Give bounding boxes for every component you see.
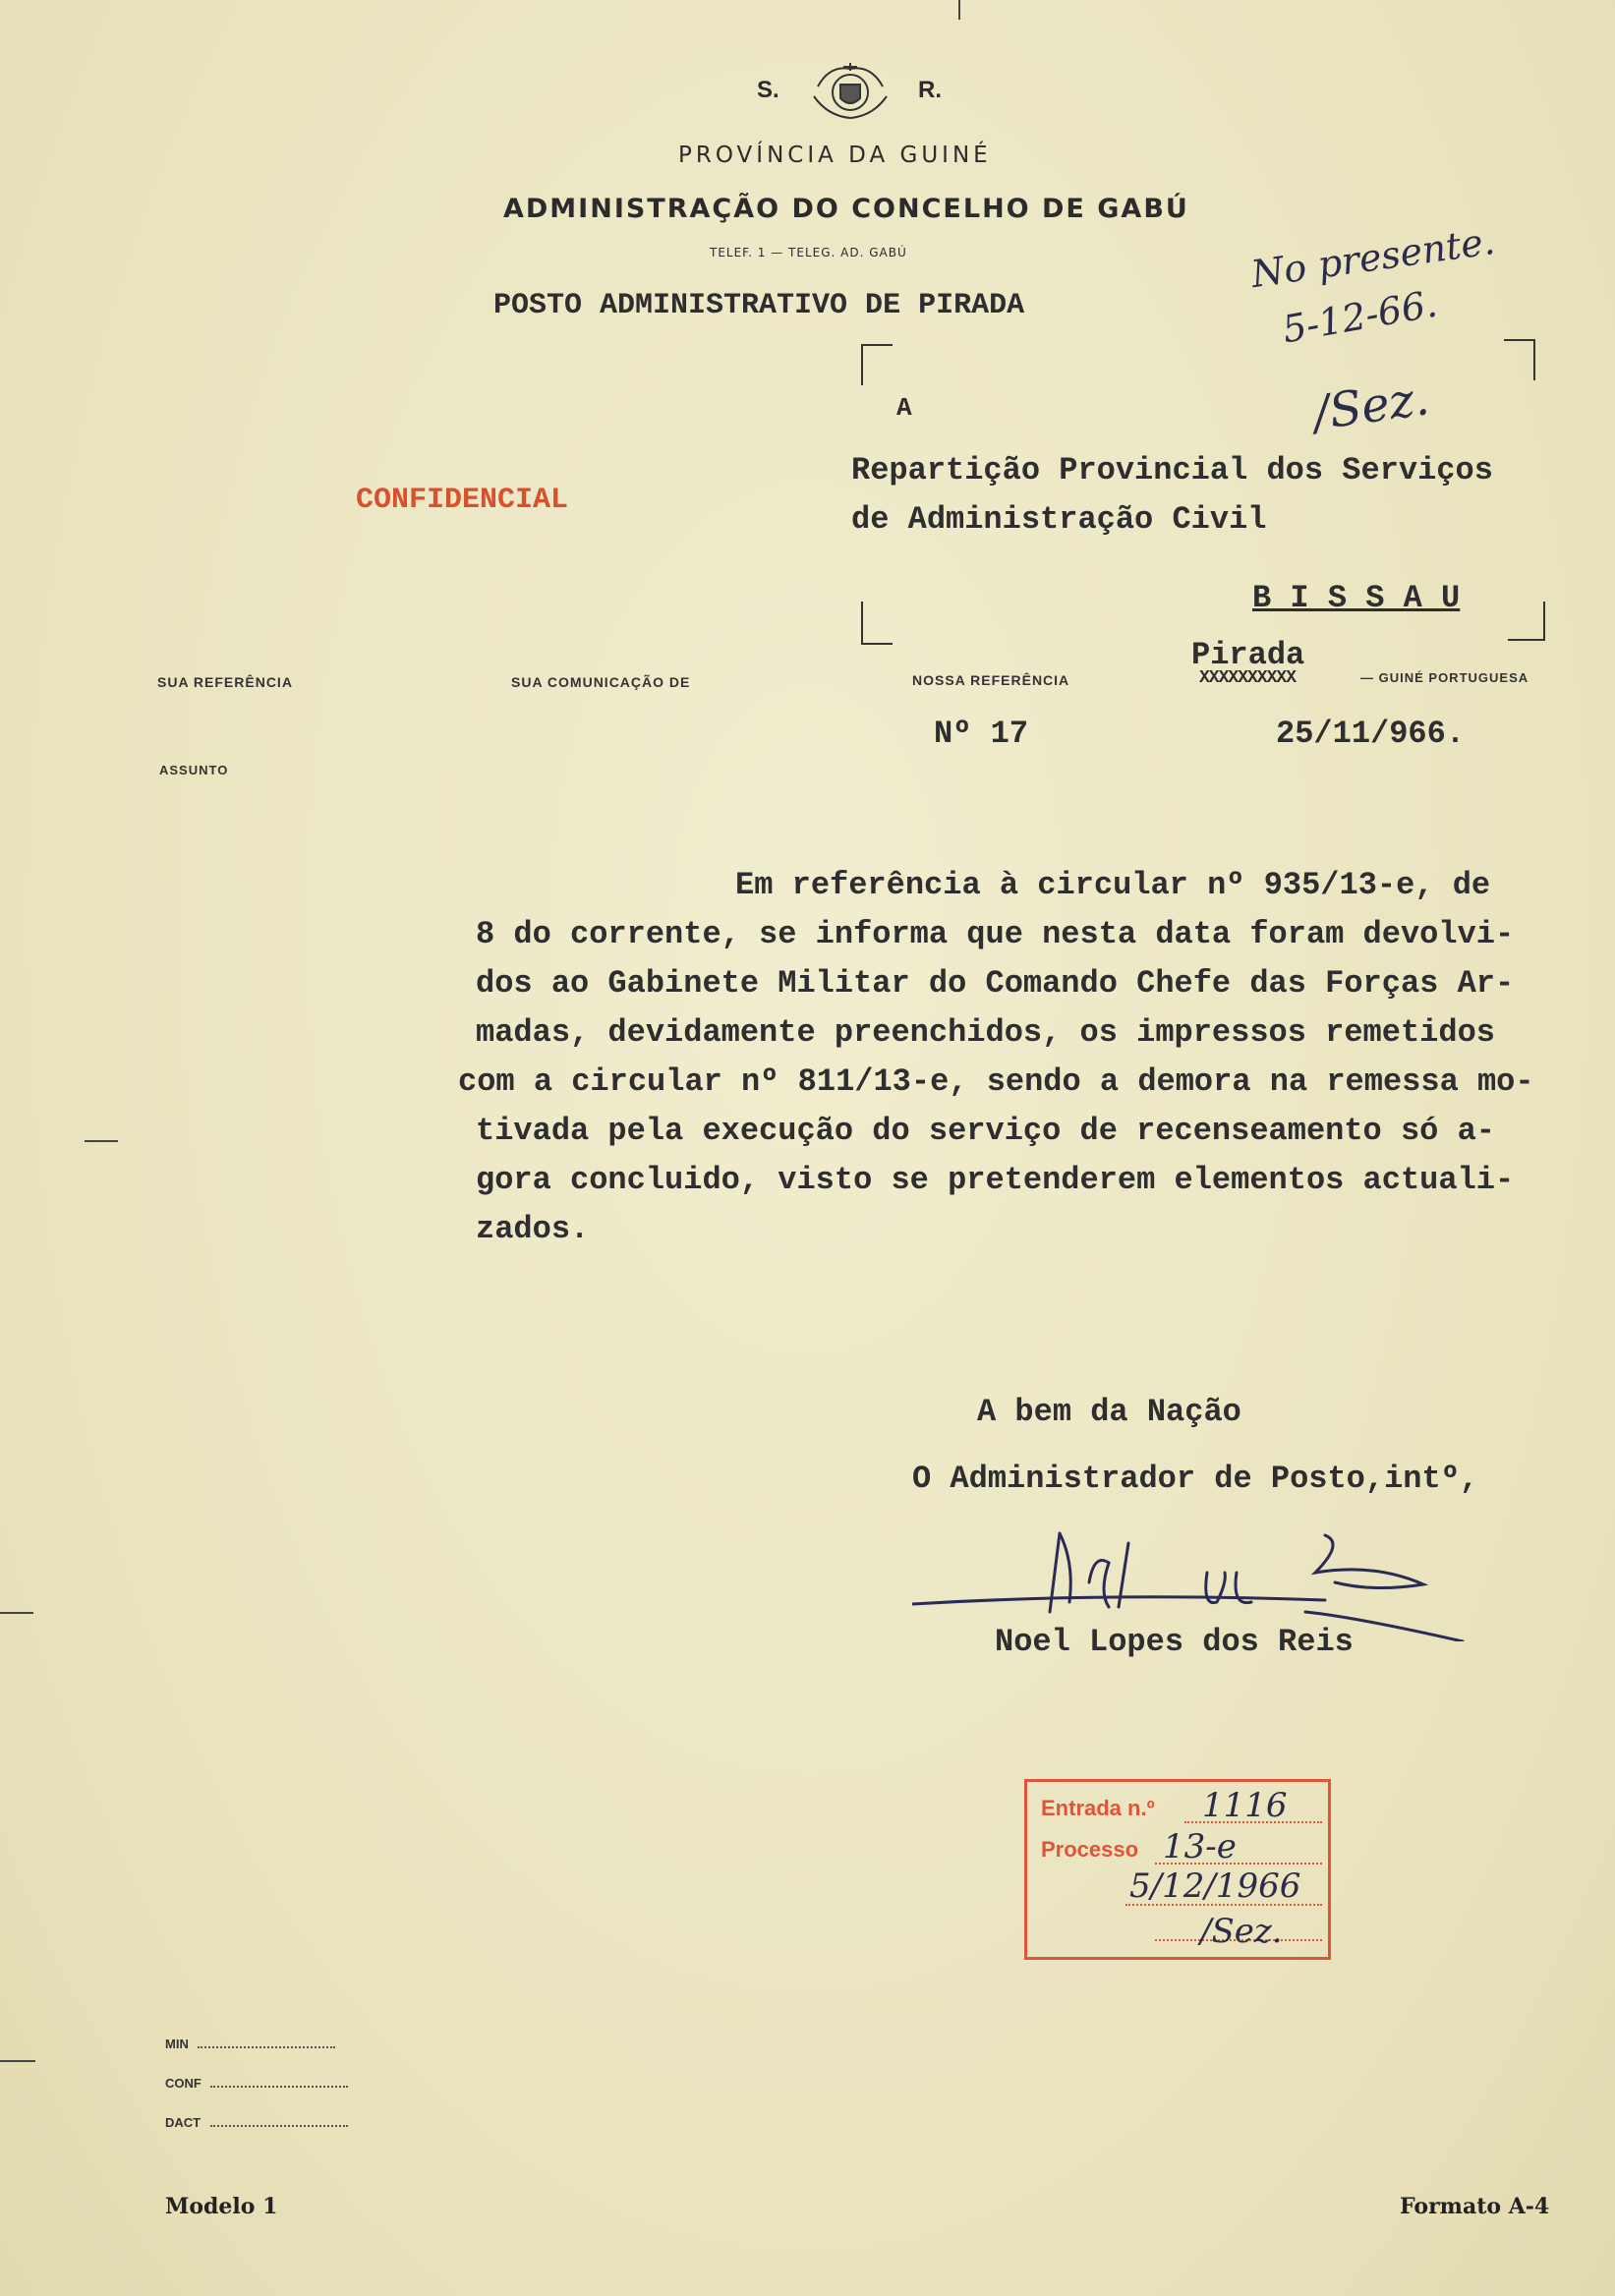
recipient-city: B I S S A U xyxy=(1252,580,1461,616)
stamp-date-value: 5/12/1966 xyxy=(1129,1866,1301,1906)
reference-number: Nº 17 xyxy=(934,716,1029,752)
body-line-2: 8 do corrente, se informa que nesta data foram devolvi- xyxy=(476,916,1515,952)
confidencial-stamp: CONFIDENCIAL xyxy=(356,484,569,517)
handwritten-note: No presente. xyxy=(1248,218,1498,297)
label-guine-portuguesa: — GUINÉ PORTUGUESA xyxy=(1360,670,1529,685)
letter-date: 25/11/966. xyxy=(1276,716,1466,752)
address-bracket-top-right xyxy=(1504,339,1535,380)
body-line-6: tivada pela execução do serviço de recenseamento só a- xyxy=(476,1113,1495,1149)
header-left-letter: S. xyxy=(757,77,779,103)
posto-title: POSTO ADMINISTRATIVO DE PIRADA xyxy=(493,289,1025,322)
margin-mark-1 xyxy=(85,1140,118,1142)
closing-salutation: A bem da Nação xyxy=(977,1394,1241,1430)
place-struck-out: XXXXXXXXXX xyxy=(1199,668,1297,688)
footer-min-label: MIN xyxy=(165,2037,189,2051)
handwritten-initials: /Sez. xyxy=(1309,371,1433,441)
stamp-processo-label: Processo xyxy=(1041,1837,1139,1862)
stamp-entrada-value: 1116 xyxy=(1202,1786,1288,1825)
stamp-processo-value: 13-e xyxy=(1163,1827,1237,1866)
footer-formato: Formato A-4 xyxy=(1400,2194,1550,2219)
footer-conf-label: CONF xyxy=(165,2076,202,2091)
label-sua-referencia: SUA REFERÊNCIA xyxy=(157,674,293,690)
stamp-initials: /Sez. xyxy=(1200,1912,1283,1951)
recipient-prefix: A xyxy=(896,393,912,423)
body-line-5: com a circular nº 811/13-e, sendo a demora na remessa mo- xyxy=(458,1063,1534,1100)
entrada-stamp xyxy=(1024,1779,1331,1960)
label-assunto: ASSUNTO xyxy=(159,763,229,777)
footer-dact-label: DACT xyxy=(165,2115,202,2130)
province-title: PROVÍNCIA DA GUINÉ xyxy=(678,143,992,168)
body-line-7: gora concluido, visto se pretenderem elementos actuali- xyxy=(476,1162,1515,1198)
header-right-letter: R. xyxy=(918,77,942,103)
administration-title: ADMINISTRAÇÃO DO CONCELHO DE GABÚ xyxy=(503,194,1189,224)
place-typed: Pirada xyxy=(1191,637,1305,673)
margin-mark-2 xyxy=(0,1612,33,1614)
address-bracket-bottom-left xyxy=(861,602,893,645)
footer-dact-field xyxy=(165,2115,348,2130)
top-tick-mark xyxy=(958,0,960,20)
margin-mark-3 xyxy=(0,2060,35,2062)
body-line-1: Em referência à circular nº 935/13-e, de xyxy=(735,867,1491,903)
body-line-4: madas, devidamente preenchidos, os impressos remetidos xyxy=(476,1014,1495,1051)
recipient-line-2: de Administração Civil xyxy=(851,501,1267,538)
recipient-line-1: Repartição Provincial dos Serviços xyxy=(851,452,1493,488)
contacts-line: TELEF. 1 — TELEG. AD. GABÚ xyxy=(710,246,907,259)
signatory-name: Noel Lopes dos Reis xyxy=(995,1624,1354,1660)
label-sua-comunicacao: SUA COMUNICAÇÃO DE xyxy=(511,674,691,690)
coat-of-arms-emblem xyxy=(808,57,893,128)
footer-min-field xyxy=(165,2037,335,2051)
stamp-entrada-label: Entrada n.º xyxy=(1041,1796,1155,1820)
address-bracket-bottom-right xyxy=(1508,602,1545,641)
body-line-3: dos ao Gabinete Militar do Comando Chefe das Forças Ar- xyxy=(476,965,1515,1002)
footer-modelo: Modelo 1 xyxy=(165,2194,278,2219)
label-nossa-referencia: NOSSA REFERÊNCIA xyxy=(912,672,1070,688)
handwritten-date: 5-12-66. xyxy=(1279,281,1441,352)
footer-conf-field xyxy=(165,2076,348,2091)
closing-title: O Administrador de Posto,intº, xyxy=(912,1461,1479,1497)
body-line-8: zados. xyxy=(476,1211,590,1247)
address-bracket-top-left xyxy=(861,344,893,385)
